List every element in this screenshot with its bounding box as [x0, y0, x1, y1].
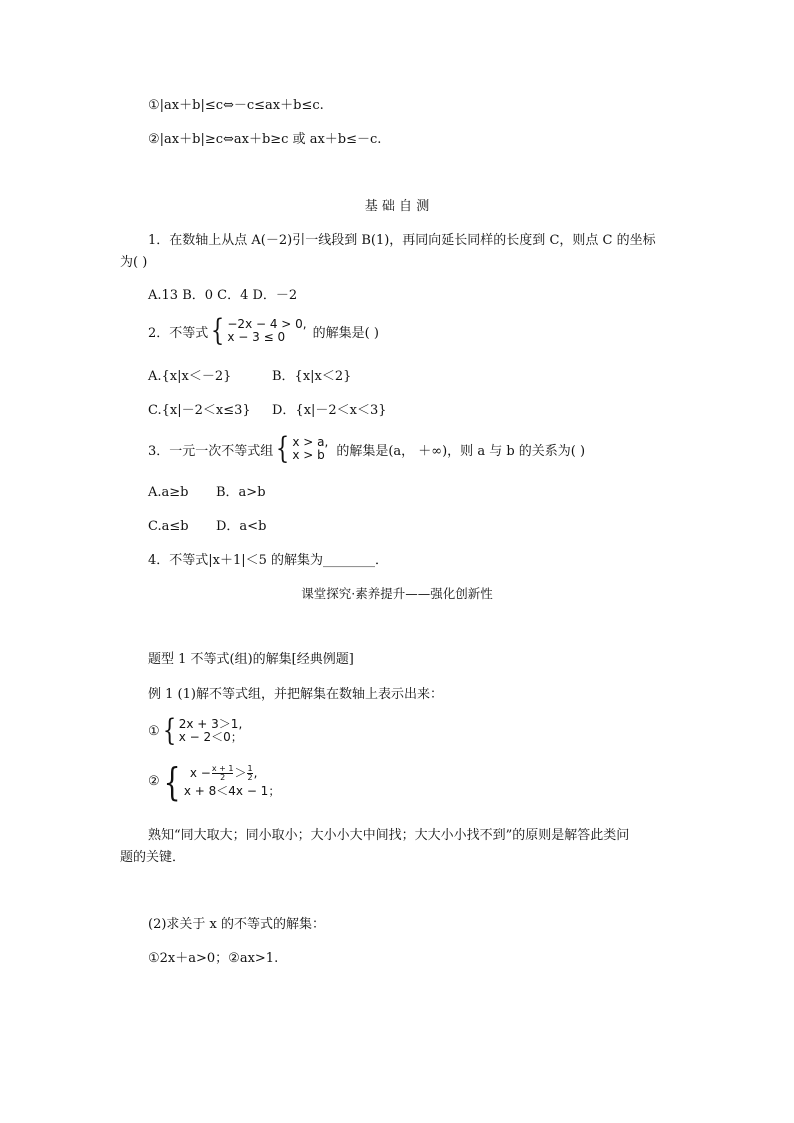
system-row: −2x − 4 > 0, — [227, 317, 307, 331]
question-2-prefix: 2．不等式 — [148, 325, 209, 341]
question-3-prefix: 3．一元一次不等式组 — [148, 443, 274, 459]
section-title: 基 础 自 测 — [364, 199, 430, 214]
question-1-options: A.13 B．0 C．4 D．－2 — [148, 288, 298, 303]
expression-part: ＞ — [234, 766, 247, 780]
example-1-heading: 例 1 (1)解不等式组，并把解集在数轴上表示出来： — [148, 687, 443, 702]
fraction-numerator: x + 1 — [211, 764, 234, 773]
tip-line-1: 熟知“同大取大；同小取小；大小小大中间找；大大小小找不到”的原则是解答此类问 — [148, 828, 630, 843]
fraction-denominator: 2 — [220, 773, 226, 782]
item-number: ① — [148, 723, 160, 739]
example-system-1 — [148, 713, 243, 748]
system-row — [190, 765, 280, 782]
part-2-items: ①2x＋a>0；②ax>1. — [148, 951, 279, 966]
part-2-heading: (2)求关于 x 的不等式的解集： — [148, 917, 326, 932]
question-2-option-d: D．{x|－2＜x＜3} — [272, 403, 387, 418]
tip-line-2: 题的关键． — [120, 850, 186, 865]
example-system-2 — [148, 759, 281, 804]
question-2-option-c: C.{x|－2＜x≤3} — [148, 403, 251, 418]
system-row: x > b — [292, 448, 325, 462]
left-brace: { — [211, 313, 225, 348]
property-line-1: ①|ax＋b|≤c⇔－c≤ax＋b≤c. — [148, 98, 324, 113]
question-2-option-a: A.{x|x＜－2} — [148, 369, 232, 384]
left-brace: { — [163, 759, 181, 804]
fraction — [212, 765, 234, 782]
question-3 — [148, 431, 586, 466]
left-brace: { — [162, 713, 176, 748]
fraction — [247, 765, 252, 782]
question-4: 4．不等式|x＋1|＜5 的解集为________． — [148, 553, 389, 568]
type-heading: 题型 1 不等式(组)的解集[经典例题] — [148, 652, 354, 667]
question-2-suffix: 的解集是( ) — [312, 325, 379, 341]
property-line-2: ②|ax＋b|≥c⇔ax＋b≥c 或 ax＋b≤－c. — [148, 132, 382, 147]
question-1-line-2: 为( ) — [120, 255, 148, 270]
question-1-line-1: 1．在数轴上从点 A(－2)引一线段到 B(1)，再同向延长同样的长度到 C，则点 C 的坐标 — [148, 233, 656, 248]
question-2 — [148, 313, 379, 348]
system-row: 2x + 3＞1, — [178, 717, 243, 731]
question-3-option-c: C.a≤b — [148, 519, 189, 534]
expression-part: , — [253, 766, 258, 780]
inequality-system — [179, 718, 243, 744]
fraction-numerator: 1 — [247, 764, 253, 773]
fraction-denominator: 2 — [247, 773, 253, 782]
item-number: ② — [148, 774, 160, 789]
system-row: x − 3 ≤ 0 — [227, 330, 286, 344]
class-section-title: 课堂探究·素养提升——强化创新性 — [301, 586, 493, 601]
expression-part: x − — [189, 766, 211, 780]
left-brace: { — [276, 431, 290, 466]
question-3-suffix: 的解集是(a， ＋∞)，则 a 与 b 的关系为( ) — [336, 443, 586, 459]
inequality-system — [227, 318, 306, 344]
question-3-option-a: A.a≥b — [148, 485, 189, 500]
inequality-system — [292, 436, 328, 462]
question-2-option-b: B．{x|x＜2} — [272, 369, 352, 384]
question-3-option-b: B．a>b — [216, 485, 266, 500]
system-row: x > a, — [292, 435, 329, 449]
question-3-option-d: D．a<b — [216, 519, 267, 534]
system-row: x + 8＜4x − 1； — [183, 784, 281, 798]
system-row: x − 2＜0； — [178, 730, 243, 744]
inequality-system — [184, 765, 280, 798]
